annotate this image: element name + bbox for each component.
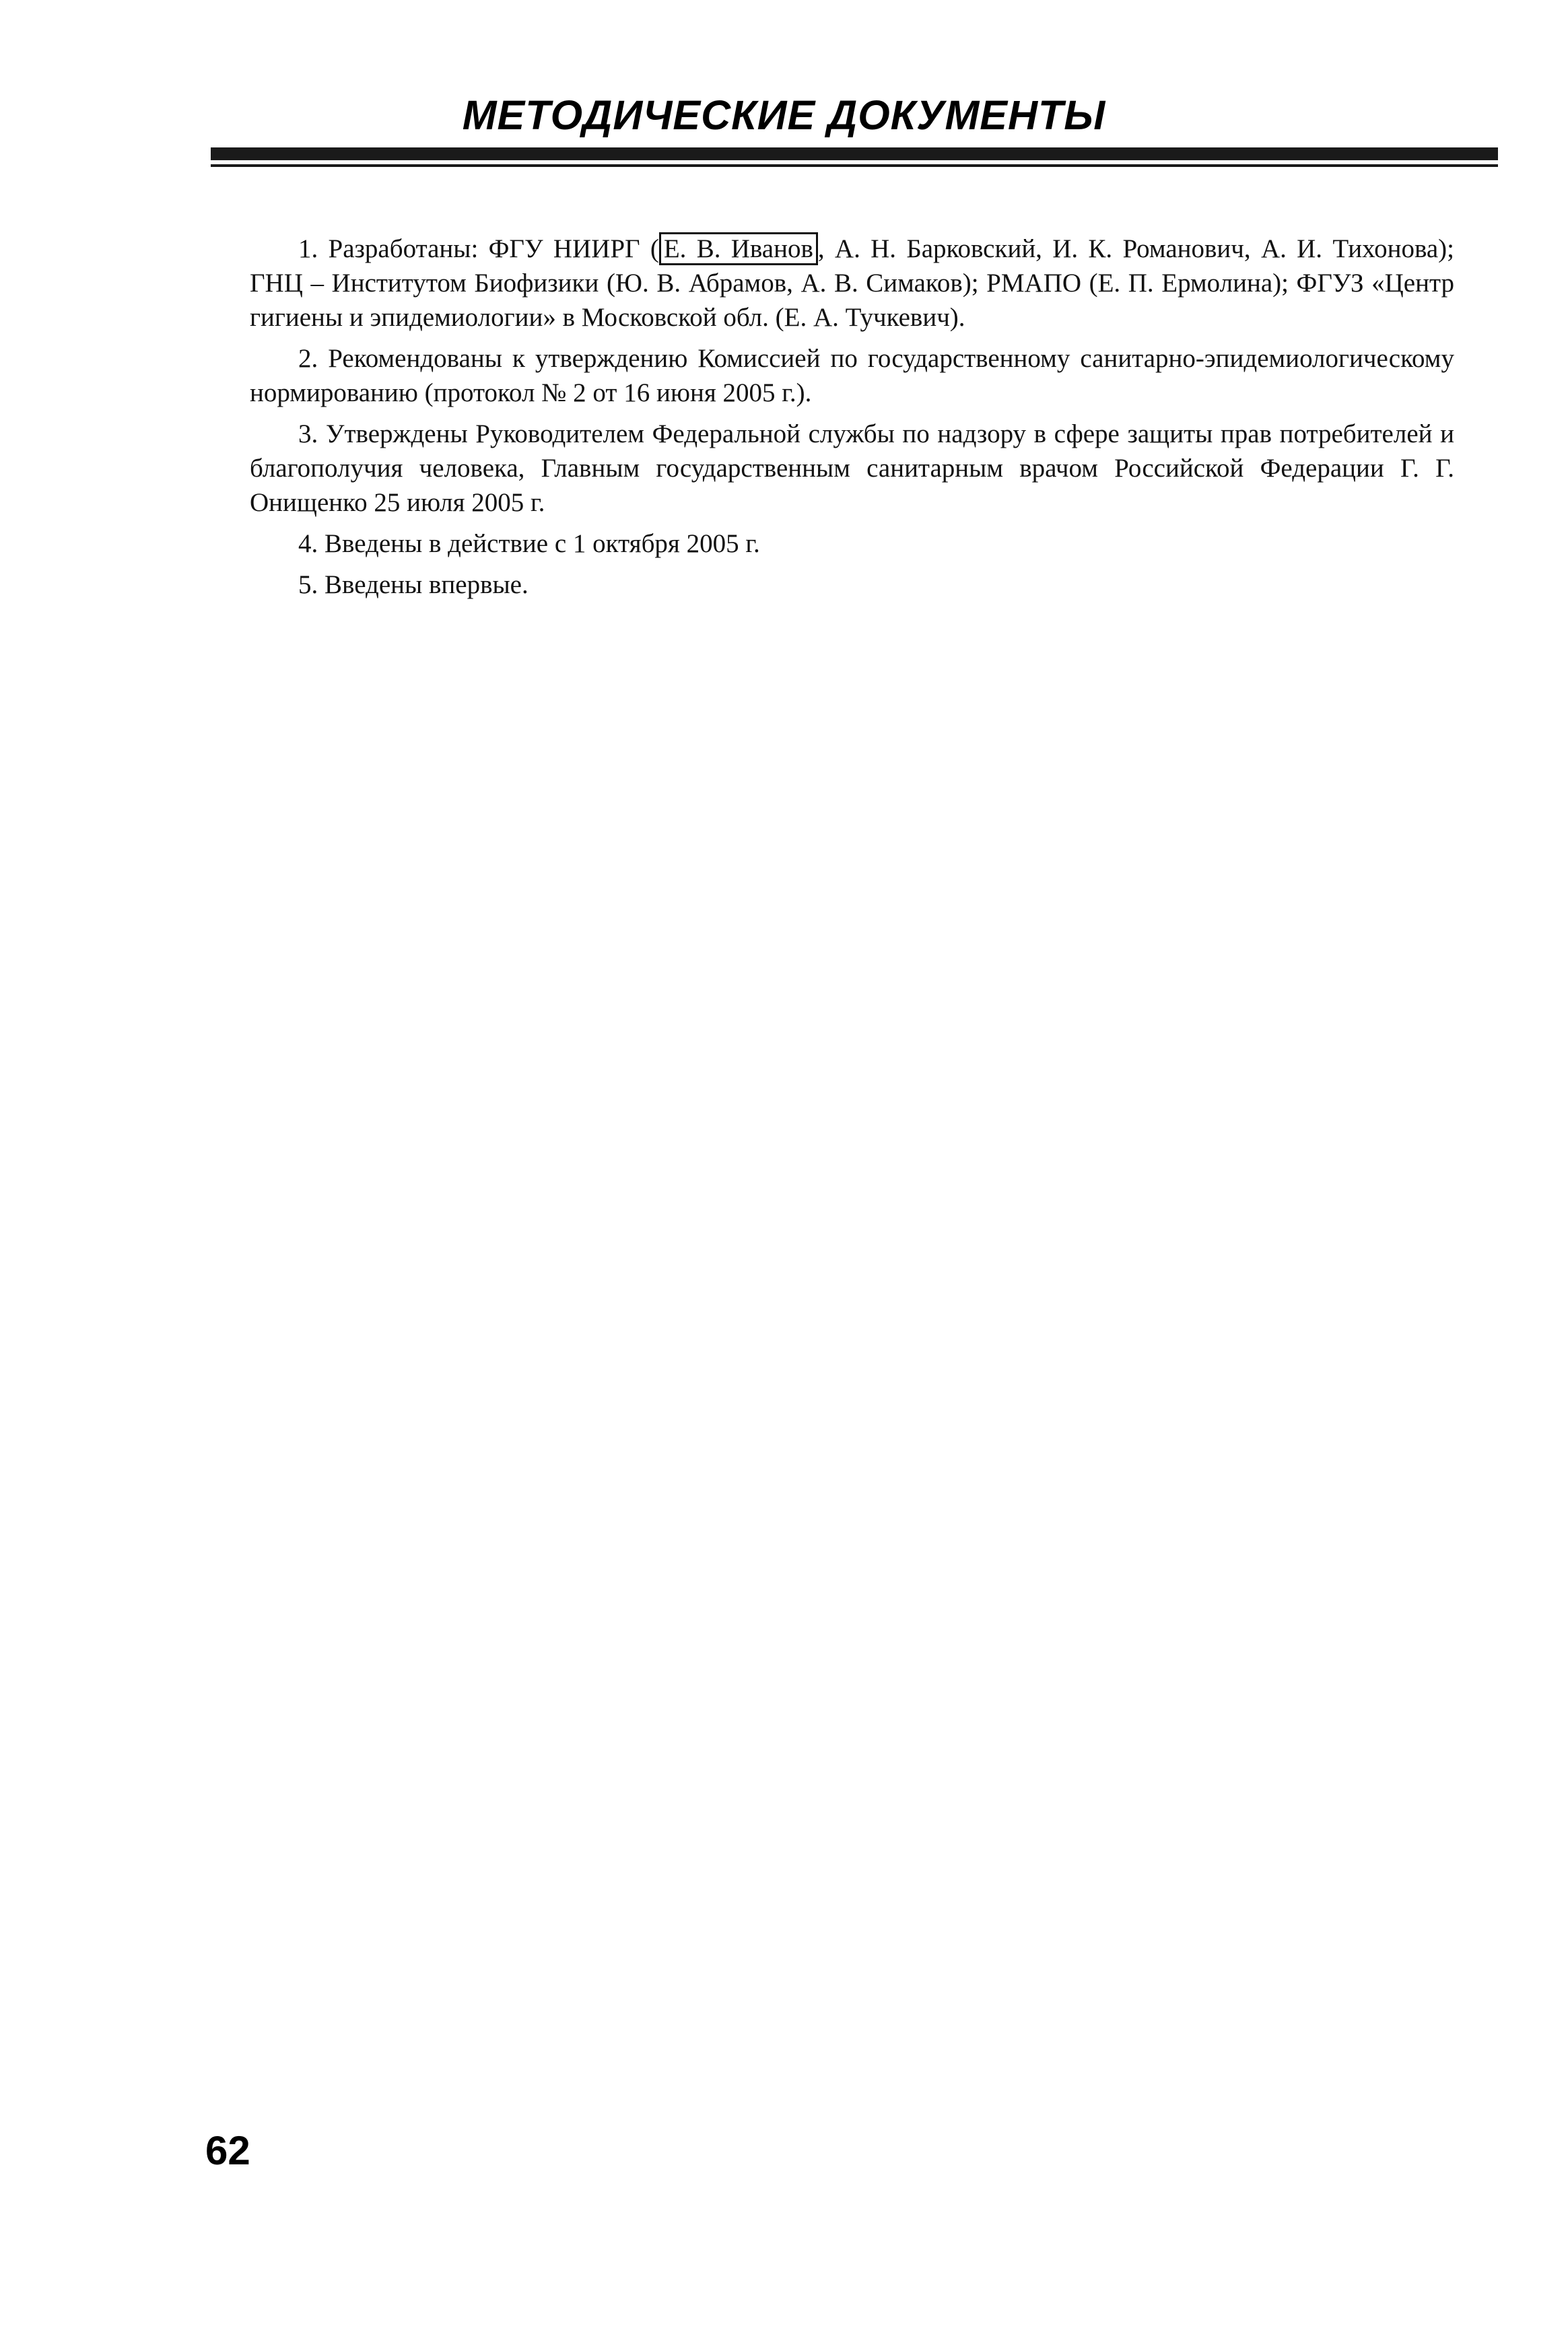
boxed-author-name: Е. В. Иванов [659,232,818,265]
paragraph-3: 3. Утверждены Руководителем Федеральной службы по надзору в сфере защиты прав потребителей и благополучия человека, Главным государственным санитарным врачом Российской Федерации Г. Г. Онищенко 25 июля 2005 г. [250,419,1454,517]
paragraph-5: 5. Введены впервые. [298,570,529,599]
paragraph-1-rest: , А. Н. Барковский, И. К. Романович, А. И. Тихонова); ГНЦ – Институтом Биофизики (Ю. В. Абрамов, А. В. Симаков); РМАПО (Е. П. Ермолина); ФГУЗ «Центр гигиены и эпидемиологии» в Московской обл. (Е. А. Тучкевич). [250,234,1454,332]
paragraph-2: 2. Рекомендованы к утверждению Комиссией по государственному санитарно-эпидемиологическому нормированию (протокол № 2 от 16 июня 2005 г.). [250,344,1454,407]
paragraph-4: 4. Введены в действие с 1 октября 2005 г. [298,529,760,558]
page-number: 62 [205,2128,250,2173]
paragraph-1 [250,232,1454,335]
header-rule [211,147,1498,160]
paragraph-1-lead: 1. Разработаны: ФГУ НИИРГ ( [298,234,659,263]
header-rule-thin [211,164,1498,167]
document-body [250,232,1454,609]
page-header-title: МЕТОДИЧЕСКИЕ ДОКУМЕНТЫ [462,92,1106,138]
